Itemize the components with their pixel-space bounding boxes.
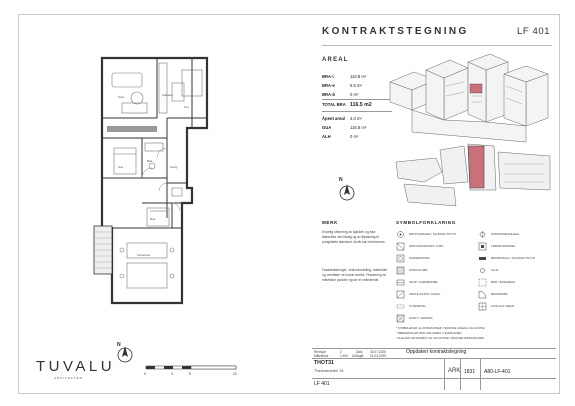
area-label: GUA xyxy=(322,125,332,130)
title-divider xyxy=(322,45,552,46)
legend-label: SKAP / GARDEROBE xyxy=(409,280,438,284)
area-value: 0 m² xyxy=(350,134,359,139)
issued-label: Utgitt xyxy=(356,354,364,358)
area-value: 116.5 m2 xyxy=(350,101,372,108)
area-label: BRA-i xyxy=(322,74,334,79)
legend-label: BRANNVEGG / SLUKKEUTSTYR xyxy=(491,256,535,260)
company-logo: TUVALU xyxy=(36,358,116,375)
legend-item xyxy=(478,302,554,312)
legend-item xyxy=(478,254,554,264)
scale-label: 3 xyxy=(171,372,173,376)
area-label: BRA-b xyxy=(322,92,336,97)
scale-value: 1:100 xyxy=(340,354,348,358)
svg-text:Stue: Stue xyxy=(118,95,125,99)
legend-item xyxy=(396,254,472,264)
legend-item xyxy=(396,290,472,300)
issued-value: 21.03.2025 xyxy=(370,354,386,358)
site-key-plan xyxy=(364,142,556,218)
legend-item xyxy=(396,242,472,252)
svg-text:Spisestue: Spisestue xyxy=(137,253,151,257)
legend-note: * ALLE MÅL ER ROMMÅL OG KAN AVVIKE I PROSJEKTERINGSFASEN xyxy=(396,337,485,340)
legend-label: SPRINKLERANLEGG xyxy=(491,232,520,236)
project-address: Thereseveien 31 xyxy=(314,368,344,373)
washing-machine-icon xyxy=(396,254,405,263)
dryer-icon xyxy=(478,242,487,251)
shaft-icon xyxy=(396,314,405,323)
legend-label: KONDUKTØR xyxy=(409,268,428,272)
scale-label: 10 xyxy=(233,372,237,376)
project-number: 1831 xyxy=(464,369,476,375)
drain-icon xyxy=(478,266,487,275)
dishwasher-icon xyxy=(396,242,405,251)
plan-north-label: N xyxy=(117,342,121,348)
legend-item xyxy=(478,266,554,276)
legend-label: FLISLAGT AREAL xyxy=(491,304,515,308)
legend-label: BOD / BODAREAL xyxy=(491,280,516,284)
legend-label: RØYKVARSLER / SLUKKEUTSTYR xyxy=(409,232,456,236)
fire-wall-icon xyxy=(478,254,487,263)
sprinkler-icon xyxy=(478,230,487,239)
wardrobe-icon xyxy=(396,278,405,287)
area-value: 116.8 m² xyxy=(350,125,367,130)
area-value: 110.8 m² xyxy=(350,74,367,79)
scale-label: 0 xyxy=(144,372,146,376)
area-value: 5.6 m² xyxy=(350,83,362,88)
area-value: 0 m² xyxy=(350,92,359,97)
scale-bar xyxy=(144,364,244,378)
drawing-number: A80-LF-401 xyxy=(484,369,511,375)
notes-paragraph: Fasadeløsninger, vindusinndeling, materialer og overflater vil kunne avvike. Plassering av elektriske punkter og rør er veiledende. xyxy=(322,268,388,282)
legend-label: TØRKETROMMEL xyxy=(491,244,516,248)
legend-item xyxy=(396,278,472,288)
revision-label: Revisjon xyxy=(314,350,327,354)
legend-label: BRANNDØR xyxy=(491,292,508,296)
svg-text:Sov: Sov xyxy=(184,105,190,109)
area-label: BRA-e xyxy=(322,83,335,88)
legend-item xyxy=(478,290,554,300)
svg-text:Sov: Sov xyxy=(118,165,124,169)
legend-label: VENTILASJON / KANAL xyxy=(409,292,441,296)
fire-door-icon xyxy=(478,290,487,299)
legend-item xyxy=(396,230,472,240)
tiled-area-icon xyxy=(478,302,487,311)
legend-label: VASKEMASKIN xyxy=(409,256,430,260)
discipline-code: ARK xyxy=(448,368,461,374)
area-label: Åpent areal xyxy=(322,116,345,121)
legend-item xyxy=(396,302,472,312)
revision-value: 2 xyxy=(340,350,342,354)
notes-paragraph: Endelig utforming av kjøkken og bad fastsettes ved tilvalg og av tilpasning til prosjektets standard. Avvik kan forekomme. xyxy=(322,230,386,244)
legend-title: SYMBOLFORKLARING xyxy=(396,220,456,225)
building-3d-illustration xyxy=(386,52,554,150)
area-divider xyxy=(322,99,392,100)
floor-plan xyxy=(22,18,212,328)
legend-item xyxy=(478,242,554,252)
title-block xyxy=(312,348,556,390)
legend-item xyxy=(478,278,554,288)
area-heading: AREAL xyxy=(322,57,349,63)
legend-label: SLUK xyxy=(491,268,499,272)
svg-text:Kjøkken: Kjøkken xyxy=(162,93,173,97)
project-name: THOT31 xyxy=(314,360,334,366)
key-plan-north-arrow-icon xyxy=(338,180,356,202)
legend-label: SJAKT / TEKNISK xyxy=(409,316,433,320)
scale-label: 5 xyxy=(189,372,191,376)
ventilation-icon xyxy=(396,290,405,299)
area-label: ALH xyxy=(322,134,331,139)
key-plan-north-label: N xyxy=(339,177,343,183)
legend-label: OPPVASKMASKIN / KJØL xyxy=(409,244,444,248)
area-value: 4.0 m² xyxy=(350,116,362,121)
date-label: Dato xyxy=(356,350,363,354)
storage-icon xyxy=(478,278,487,287)
area-label: TOTAL BRA xyxy=(322,102,346,107)
svg-text:Bod: Bod xyxy=(150,217,156,221)
legend-item xyxy=(396,266,472,276)
info-panel xyxy=(308,14,558,392)
format-label: A3 xyxy=(352,354,356,358)
legend-item xyxy=(396,314,472,324)
legend-item xyxy=(478,230,554,240)
legend-note: * SYMBOLER ER ILLUSTRASJONER, TEKNISKE ANLEGG KAN AVVIKE xyxy=(396,327,485,330)
notes-title: MERK xyxy=(322,220,338,225)
unit-name: LF 401 xyxy=(314,381,330,387)
date-value: 30.07.2025 xyxy=(370,350,386,354)
unit-code: LF 401 xyxy=(517,26,551,37)
conductor-icon xyxy=(396,266,405,275)
company-logo-sub: ARKITEKTER xyxy=(54,376,83,380)
area-divider xyxy=(322,111,392,112)
svg-text:Bad: Bad xyxy=(147,159,153,163)
cutout-icon xyxy=(396,302,405,311)
drawing-status: Oppdatert kontraktstegning xyxy=(406,349,467,355)
legend-note: * MØBLERING ER IKKE INKLUDERT I LEVERANSEN xyxy=(396,332,462,335)
smoke-detector-icon xyxy=(396,230,405,239)
legend-label: UTSPARING xyxy=(409,304,426,308)
scale-label-text: Målestokk xyxy=(314,354,329,358)
page-title: KONTRAKTSTEGNING xyxy=(322,26,469,37)
svg-text:Gang: Gang xyxy=(170,165,178,169)
